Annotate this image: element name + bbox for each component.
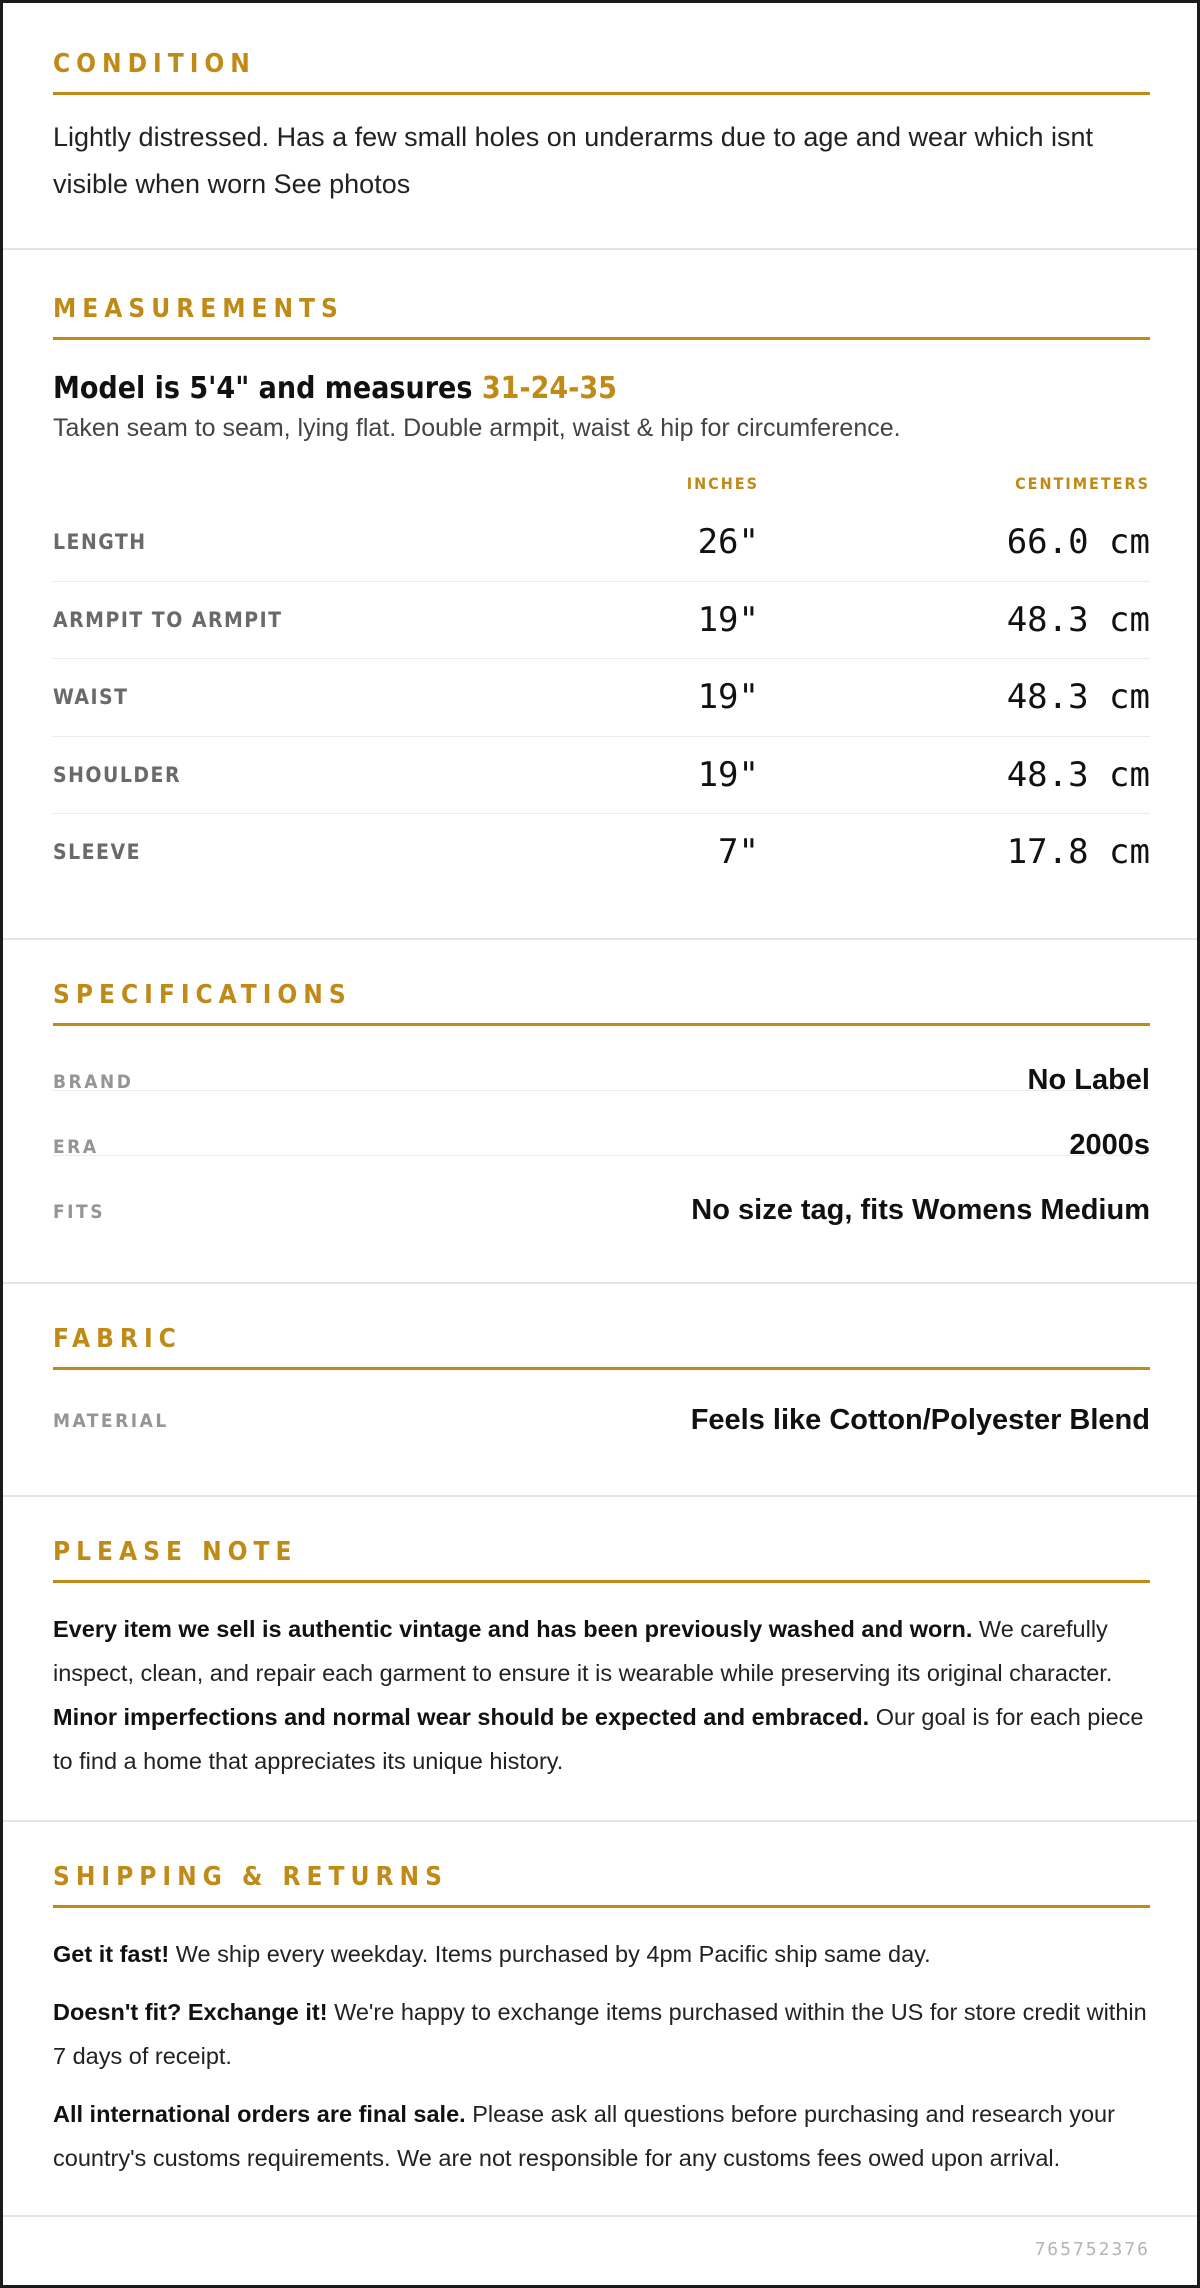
please-note-bold-2: Minor imperfections and normal wear should be expected and embraced. (53, 1704, 870, 1730)
shipping-bold-3: All international orders are final sale. (53, 2101, 466, 2127)
shipping-heading: SHIPPING & RETURNS (53, 1862, 1150, 1908)
shipping-text-3: Please ask all questions before purchasing and research your country's customs requirements. We are not responsible for any customs fees owed upon arrival. (53, 2101, 1115, 2171)
measurement-inches: 19" (697, 754, 759, 795)
measurement-label: ARMPIT TO ARMPIT (53, 607, 283, 632)
measurement-inches: 26" (697, 522, 759, 562)
material-row (53, 1388, 1150, 1458)
measurement-label: LENGTH (53, 530, 147, 554)
centimeters-column-header: CENTIMETERS (1015, 474, 1150, 493)
spec-label: BRAND (53, 1071, 134, 1093)
shipping-paragraph-1 (53, 1932, 1150, 1976)
material-label: MATERIAL (53, 1410, 169, 1432)
footer (3, 2217, 1197, 2285)
model-measurements-prefix: Model is 5'4" and measures (53, 371, 482, 406)
measurement-note: Taken seam to seam, lying flat. Double armpit, waist & hip for circumference. (53, 414, 901, 442)
measurement-row (53, 737, 1150, 815)
please-note-heading: PLEASE NOTE (53, 1537, 1150, 1583)
measurement-cm: 48.3 cm (1006, 599, 1150, 640)
shipping-paragraph-2 (53, 1990, 1150, 2078)
spec-value: No size tag, fits Womens Medium (691, 1194, 1150, 1226)
spec-label: FITS (53, 1201, 106, 1223)
inches-column-header: INCHES (686, 474, 759, 493)
measurement-row (53, 504, 1150, 582)
spec-row-era (53, 1091, 1150, 1161)
please-note-section (3, 1497, 1197, 1822)
product-id: 765752376 (1034, 2239, 1150, 2260)
measurement-cm: 17.8 cm (1006, 832, 1150, 872)
measurement-inches: 19" (697, 677, 759, 717)
please-note-text (53, 1607, 1150, 1783)
measurements-section (3, 250, 1197, 940)
condition-heading: CONDITION (53, 49, 1150, 95)
model-measurements-value: 31-24-35 (481, 371, 617, 406)
shipping-text-1: We ship every weekday. Items purchased by 4pm Pacific ship same day. (169, 1941, 931, 1967)
specifications-heading: SPECIFICATIONS (53, 980, 1150, 1026)
please-note-text-2: Our goal is for each piece to find a home that appreciates its unique history. (53, 1704, 1144, 1774)
spec-value: 2000s (1069, 1129, 1150, 1161)
material-value: Feels like Cotton/Polyester Blend (690, 1404, 1150, 1436)
measurement-cm: 48.3 cm (1006, 754, 1150, 795)
specifications-section (3, 940, 1197, 1284)
spec-row-brand (53, 1026, 1150, 1096)
measurement-row (53, 814, 1150, 892)
measurement-inches: 19" (697, 599, 759, 640)
spec-label: ERA (53, 1136, 99, 1158)
condition-section (3, 3, 1197, 250)
model-measurements (53, 370, 1150, 408)
measurement-cm: 48.3 cm (1006, 677, 1150, 717)
spec-value: No Label (1027, 1064, 1150, 1096)
measurement-row (53, 582, 1150, 660)
spec-row-fits (53, 1156, 1150, 1226)
measurement-label: SLEEVE (53, 840, 141, 864)
measurement-label: WAIST (53, 685, 129, 709)
shipping-bold-1: Get it fast! (53, 1941, 170, 1967)
measurements-heading: MEASUREMENTS (53, 294, 1150, 340)
shipping-section (3, 1822, 1197, 2217)
shipping-bold-2: Doesn't fit? Exchange it! (53, 1999, 328, 2025)
measurement-inches: 7" (718, 832, 759, 872)
shipping-text-2: We're happy to exchange items purchased within the US for store credit within 7 days of receipt. (53, 1999, 1147, 2069)
measurement-label: SHOULDER (53, 762, 182, 787)
condition-text: Lightly distressed. Has a few small holes on underarms due to age and wear which isnt visible when worn See photos (53, 122, 1094, 199)
fabric-heading: FABRIC (53, 1324, 1150, 1370)
measurement-row (53, 659, 1150, 737)
fabric-section (3, 1284, 1197, 1497)
please-note-text-1: We carefully inspect, clean, and repair each garment to ensure it is wearable while preserving its original character. (53, 1616, 1113, 1686)
please-note-bold-1: Every item we sell is authentic vintage and has been previously washed and worn. (53, 1616, 973, 1642)
shipping-paragraph-3 (53, 2092, 1150, 2180)
measurement-cm: 66.0 cm (1006, 522, 1150, 562)
